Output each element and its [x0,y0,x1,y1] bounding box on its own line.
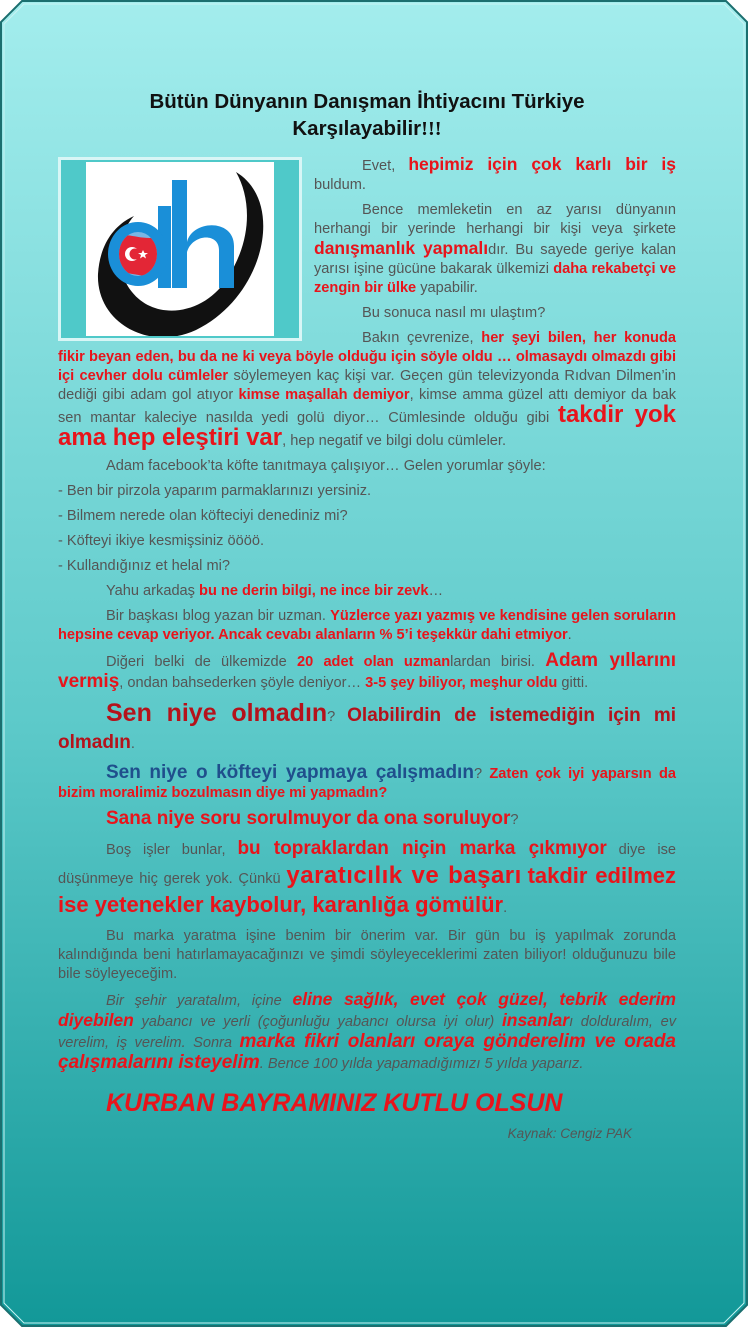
comment-line: - Kullandığınız et helal mi? [58,558,230,574]
paragraph-8: Diğeri belki de ülkemizde 20 adet olan uzmanlardan birisi. Adam yıllarını vermiş, ondan bahsederken şöyle deniyor… 3-5 şey biliyor, meşhur oldu gitti. [58,650,676,692]
paragraph-13: Bu marka yaratma işine benim bir önerim var. Bir gün bu iş yapılmak zorunda kalındığında beni hatırlamayacağınızı ve şimdi söyleyeceklerimi zaten biliyor! olduğunuzu bile bile söyleyeceğim. [58,928,676,982]
article [58,88,676,1143]
paragraph-4: Bakın çevrenize, her şeyi bilen, her konuda fikir beyan eden, bu da ne ki veya böyle olduğu için söyle oldu … olmasaydı olmazdı gibi içi cevher dolu cümleler söylemeyen kaç kişi var. Geçen gün televizyonda Rıdvan Dilmen’in dediği gibi adam gol atıyor kimse maşallah demiyor, kimse amma güzel attı demiyor da bak sen mantar kaleciye nasılda yedi golü diyor… Cümlesinde olduğu gibi takdir yok ama hep eleştiri var, hep negatif ve bilgi dolu cümleler. [58,330,677,451]
closing-greeting: KURBAN BAYRAMINIZ KUTLU OLSUN [106,1089,563,1117]
paragraph-6: Yahu arkadaş bu ne derin bilgi, ne ince bir zevk… [106,583,444,599]
paragraph-12: Boş işler bunlar, bu topraklardan niçin marka çıkmıyor diye ise düşünmeye hiç gerek yok. Çünkü yaratıcılık ve başarı takdir edilmez ise yetenekler kaybolur, karanlığa gömülür. [58,838,677,917]
paragraph-3: Bu sonuca nasıl mı ulaştım? [362,305,546,321]
logo-image [58,157,302,341]
paragraph-10: Sen niye o köfteyi yapmaya çalışmadın? Zaten çok iyi yaparsın da bizim moralimiz bozulmasın diye mi yapmadın? [58,762,676,801]
dh-logo-icon [86,162,274,336]
comment-line: - Köfteyi ikiye kesmişsiniz öööö. [58,533,265,549]
comment-line: - Bilmem nerede olan köfteciyi denediniz mi? [58,508,348,524]
paragraph-9: Sen niye olmadın? Olabilirdin de istemediğin için mi olmadın. [58,699,676,753]
paragraph-7: Bir başkası blog yazan bir uzman. Yüzlerce yazı yazmış ve kendisine gelen soruların hepsine cevap veriyor. Ancak cevabı alanların % 5’i teşekkür dahi etmiyor. [58,608,676,643]
comment-line: - Ben bir pirzola yaparım parmaklarınızı yersiniz. [58,483,372,499]
paragraph-5: Adam facebook’ta köfte tanıtmaya çalışıyor… Gelen yorumlar şöyle: [106,458,546,474]
paragraph-11: Sana niye soru sorulmuyor da ona soruluyor? [106,808,519,829]
article-title: Bütün Dünyanın Danışman İhtiyacını Türkiye Karşılayabilir!!! [149,90,585,140]
paragraph-2: Bence memleketin en az yarısı dünyanın herhangi bir yerinde herhangi bir kişi veya şirkete danışmanlık yapmalıdır. Bu sayede geriye kalan yarısı işine gücüne bakarak ülkemizi daha rekabetçi ve zengin bir ülke yapabilir. [314,202,676,296]
paragraph-14: Bir şehir yaratalım, içine eline sağlık, evet çok güzel, tebrik ederim diyebilen yabancı ve yerli (çoğunluğu yabancı olursa iyi olur) insanları dolduralım, ev verelim, iş verelim. Sonra marka fikri olanları oraya gönderelim ve orada çalışmalarını isteyelim. Bence 100 yılda yapamadığımızı 5 yılda yaparız. [58,989,676,1073]
source-credit: Kaynak: Cengiz PAK [507,1126,632,1141]
paragraph-1: Evet, hepimiz için çok karlı bir iş buldum. [314,154,677,193]
